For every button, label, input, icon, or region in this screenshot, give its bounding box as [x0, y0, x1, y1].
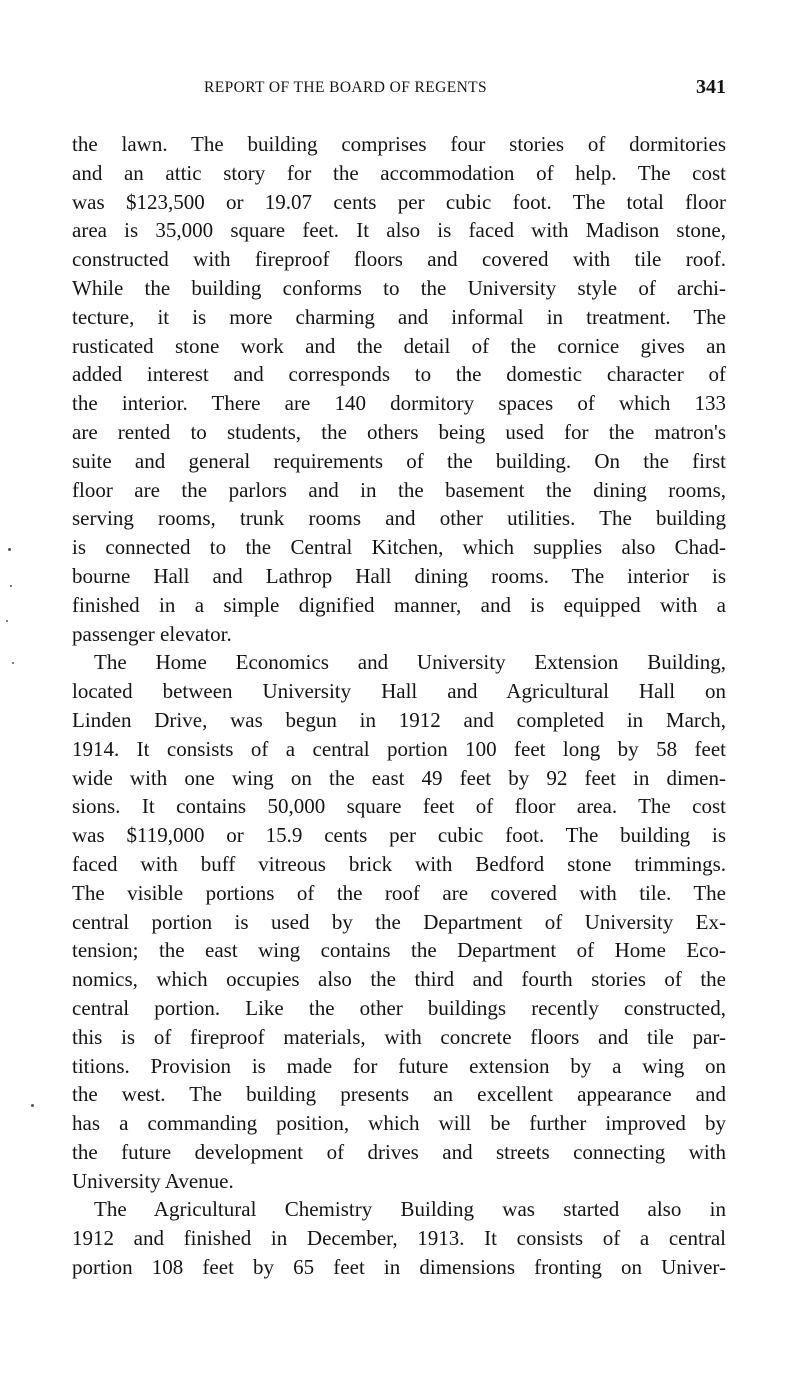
- text-line: constructed with fireproof floors and covered with tile roof.: [72, 247, 726, 272]
- text-line: passenger elevator.: [72, 621, 232, 646]
- text-line: the west. The building presents an excellent appearance and: [72, 1082, 726, 1107]
- text-line: is connected to the Central Kitchen, which supplies also Chad-: [72, 535, 726, 560]
- running-header: [72, 76, 726, 102]
- scan-speck: [6, 620, 8, 622]
- text-line: serving rooms, trunk rooms and other utilities. The building: [72, 506, 726, 531]
- page-number: 341: [696, 76, 726, 98]
- text-line: wide with one wing on the east 49 feet by 92 feet in dimen-: [72, 765, 726, 790]
- text-line: was $123,500 or 19.07 cents per cubic foot. The total floor: [72, 189, 726, 214]
- text-line: faced with buff vitreous brick with Bedford stone trimmings.: [72, 851, 726, 876]
- text-line: added interest and corresponds to the domestic character of: [72, 362, 726, 387]
- text-line: While the building conforms to the University style of archi-: [72, 275, 726, 300]
- text-line: titions. Provision is made for future extension by a wing on: [72, 1053, 726, 1078]
- text-line: the lawn. The building comprises four stories of dormitories: [72, 132, 726, 156]
- text-line: are rented to students, the others being used for the matron's: [72, 419, 726, 444]
- text-line: The Agricultural Chemistry Building was started also in: [94, 1197, 726, 1222]
- text-line: central portion is used by the Department of University Ex-: [72, 909, 726, 934]
- text-line: sions. It contains 50,000 square feet of floor area. The cost: [72, 794, 726, 819]
- running-title: REPORT OF THE BOARD OF REGENTS: [204, 79, 488, 96]
- text-line: portion 108 feet by 65 feet in dimensions fronting on Univer-: [72, 1255, 726, 1280]
- scan-speck: [10, 585, 12, 587]
- paragraph: [72, 648, 726, 1195]
- paragraph: [72, 130, 726, 648]
- text-line: University Avenue.: [72, 1168, 234, 1193]
- text-line: Linden Drive, was begun in 1912 and completed in March,: [72, 707, 726, 732]
- text-line: the future development of drives and streets connecting with: [72, 1139, 726, 1164]
- text-line: bourne Hall and Lathrop Hall dining rooms. The interior is: [72, 563, 726, 588]
- text-line: 1914. It consists of a central portion 100 feet long by 58 feet: [72, 736, 726, 761]
- text-line: rusticated stone work and the detail of the cornice gives an: [72, 333, 726, 358]
- scan-speck: [8, 548, 11, 551]
- text-line: finished in a simple dignified manner, and is equipped with a: [72, 592, 726, 617]
- text-line: was $119,000 or 15.9 cents per cubic foot. The building is: [72, 823, 726, 848]
- text-line: tension; the east wing contains the Department of Home Eco-: [72, 938, 726, 963]
- text-line: central portion. Like the other buildings recently constructed,: [72, 995, 726, 1020]
- text-line: suite and general requirements of the building. On the first: [72, 448, 726, 473]
- text-line: nomics, which occupies also the third and fourth stories of the: [72, 967, 726, 992]
- text-line: The Home Economics and University Extension Building,: [94, 650, 726, 675]
- body-text: [72, 130, 726, 1282]
- text-line: The visible portions of the roof are covered with tile. The: [72, 880, 726, 905]
- text-line: area is 35,000 square feet. It also is faced with Madison stone,: [72, 218, 726, 243]
- text-line: located between University Hall and Agricultural Hall on: [72, 679, 726, 704]
- text-line: the interior. There are 140 dormitory spaces of which 133: [72, 391, 726, 416]
- scan-speck: [12, 662, 14, 664]
- text-line: and an attic story for the accommodation of help. The cost: [72, 160, 726, 185]
- scan-speck: [31, 1104, 34, 1107]
- text-line: 1912 and finished in December, 1913. It consists of a central: [72, 1226, 726, 1251]
- paragraph: [72, 1195, 726, 1281]
- text-line: tecture, it is more charming and informal in treatment. The: [72, 304, 726, 329]
- text-line: has a commanding position, which will be further improved by: [72, 1111, 726, 1136]
- text-line: this is of fireproof materials, with concrete floors and tile par-: [72, 1024, 726, 1049]
- text-line: floor are the parlors and in the basement the dining rooms,: [72, 477, 726, 502]
